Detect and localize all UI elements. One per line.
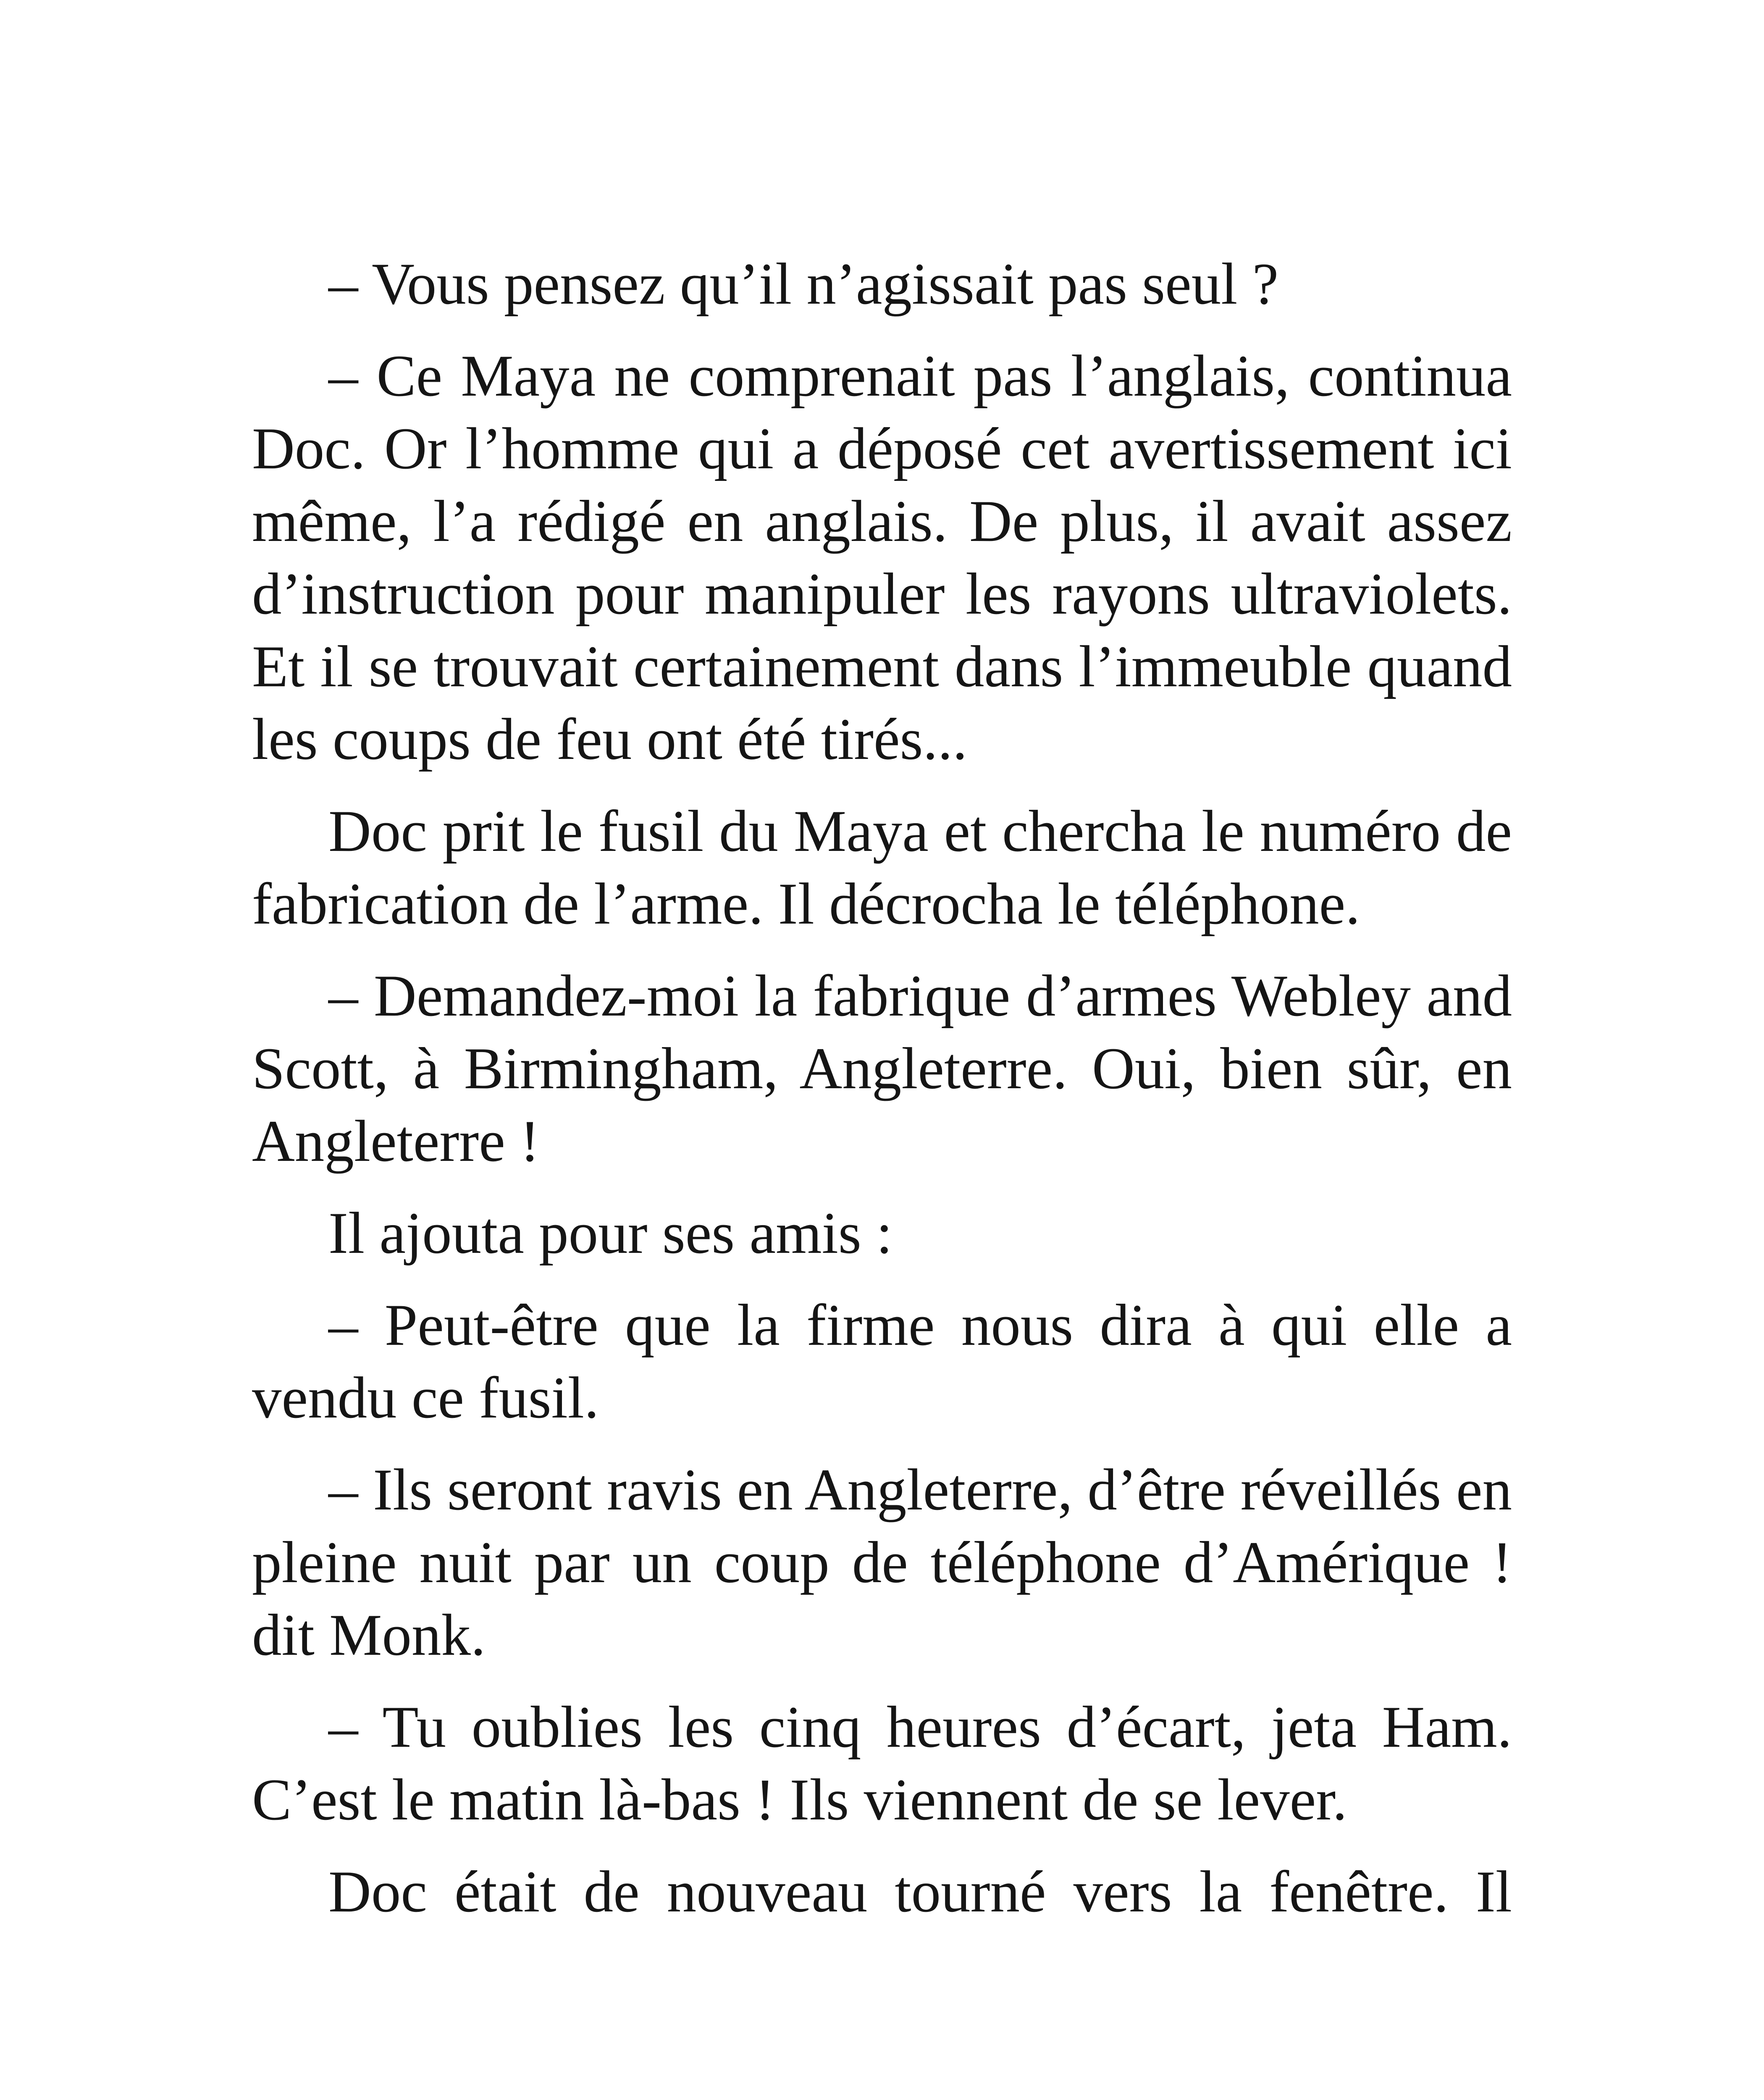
paragraph-8: – Tu oublies les cinq heures d’écart, jeta Ham. C’est le matin là-bas ! Ils viennent de se lever. xyxy=(252,1694,1512,1832)
paragraph-2: – Ce Maya ne comprenait pas l’anglais, continua Doc. Or l’homme qui a déposé cet avertissement ici même, l’a rédigé en anglais. De plus, il avait assez d’instruction pour manipuler les rayons ultraviolets. Et il se trouvait certainement dans l’immeuble quand les coups de feu ont été tirés... xyxy=(252,343,1512,772)
paragraph-1: – Vous pensez qu’il n’agissait pas seul ? xyxy=(328,251,1279,317)
paragraph-3: Doc prit le fusil du Maya et chercha le numéro de fabrication de l’arme. Il décrocha le téléphone. xyxy=(252,798,1512,937)
paragraph-5: Il ajouta pour ses amis : xyxy=(328,1200,893,1266)
paragraph-7: – Ils seront ravis en Angleterre, d’être réveillés en pleine nuit par un coup de téléphone d’Amérique ! dit Monk. xyxy=(252,1457,1512,1668)
paragraph-6: – Peut-être que la firme nous dira à qui elle a vendu ce fusil. xyxy=(252,1292,1512,1431)
paragraph-9: Doc était de nouveau tourné vers la fenêtre. Il xyxy=(328,1859,1512,1924)
book-page-text xyxy=(252,248,1512,1928)
paragraph-4: – Demandez-moi la fabrique d’armes Webley and Scott, à Birmingham, Angleterre. Oui, bien sûr, en Angleterre ! xyxy=(252,963,1512,1174)
